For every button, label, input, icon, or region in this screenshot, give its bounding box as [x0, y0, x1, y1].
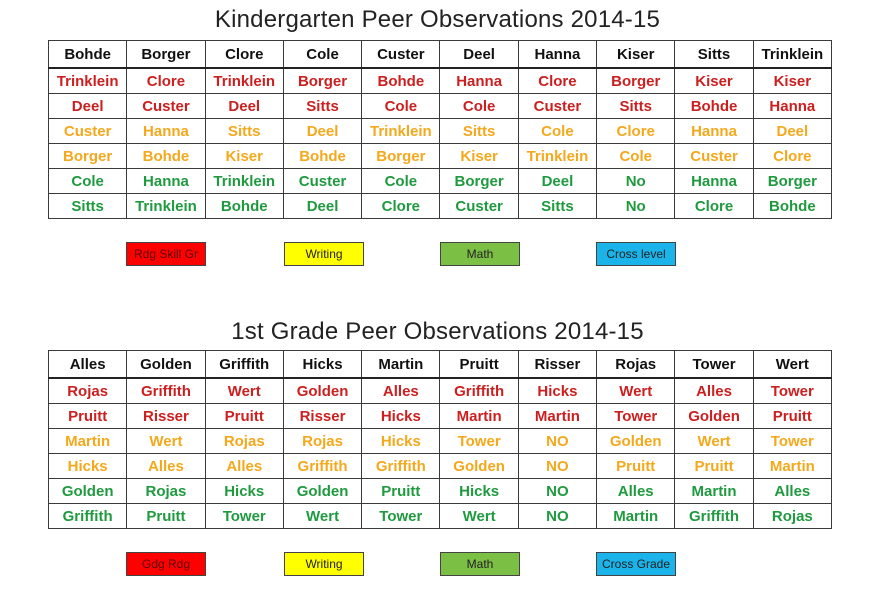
column-header: Trinklein: [753, 41, 831, 69]
table-cell: Cole: [440, 94, 518, 119]
table-cell: Wert: [283, 504, 361, 529]
table-cell: Sitts: [205, 119, 283, 144]
column-header: Tower: [675, 351, 753, 379]
legend-cross-level: Cross level: [596, 242, 676, 266]
table-cell: Hanna: [753, 94, 831, 119]
table-cell: Sitts: [597, 94, 675, 119]
table-cell: Griffith: [283, 454, 361, 479]
table-cell: Bohde: [127, 144, 205, 169]
table-cell: Trinklein: [205, 68, 283, 94]
table-cell: Deel: [753, 119, 831, 144]
table-cell: Golden: [49, 479, 127, 504]
table-cell: Rojas: [127, 479, 205, 504]
table-row: [49, 378, 832, 404]
column-header: Rojas: [597, 351, 675, 379]
table-cell: Custer: [127, 94, 205, 119]
kindergarten-table: [48, 40, 832, 219]
legend-writing: Writing: [284, 552, 364, 576]
table-cell: Cole: [362, 94, 440, 119]
table-cell: Cole: [597, 144, 675, 169]
table-cell: Clore: [675, 194, 753, 219]
column-header: Kiser: [597, 41, 675, 69]
table-cell: Rojas: [753, 504, 831, 529]
header-row: [49, 351, 832, 379]
table-cell: Bohde: [205, 194, 283, 219]
column-header: Golden: [127, 351, 205, 379]
table-cell: Deel: [518, 169, 596, 194]
table-cell: Golden: [283, 378, 361, 404]
table-cell: Alles: [597, 479, 675, 504]
table-row: [49, 454, 832, 479]
table-cell: Bohde: [362, 68, 440, 94]
table-cell: Custer: [440, 194, 518, 219]
table-cell: Hanna: [675, 169, 753, 194]
table-cell: Pruitt: [597, 454, 675, 479]
table-cell: Deel: [205, 94, 283, 119]
table-row: [49, 68, 832, 94]
table-cell: Hicks: [205, 479, 283, 504]
table-row: [49, 119, 832, 144]
table-cell: Sitts: [440, 119, 518, 144]
table-cell: NO: [518, 479, 596, 504]
table-cell: Hicks: [362, 404, 440, 429]
table-cell: Wert: [440, 504, 518, 529]
legend-guided-reading: Gdg Rdg: [126, 552, 206, 576]
table-cell: Martin: [49, 429, 127, 454]
table-cell: Pruitt: [675, 454, 753, 479]
table-cell: Sitts: [283, 94, 361, 119]
table-cell: Martin: [518, 404, 596, 429]
table-cell: Wert: [675, 429, 753, 454]
kindergarten-title: Kindergarten Peer Observations 2014-15: [214, 6, 661, 33]
table-cell: Kiser: [753, 68, 831, 94]
column-header: Risser: [518, 351, 596, 379]
first-grade-title: 1st Grade Peer Observations 2014-15: [231, 318, 644, 345]
legend-cross-grade: Cross Grade: [596, 552, 676, 576]
table-cell: Bohde: [675, 94, 753, 119]
table-cell: Deel: [283, 119, 361, 144]
table-cell: Sitts: [49, 194, 127, 219]
legend-math: Math: [440, 552, 520, 576]
table-row: [49, 404, 832, 429]
table-cell: Pruitt: [127, 504, 205, 529]
table-cell: Cole: [49, 169, 127, 194]
table-cell: Rojas: [205, 429, 283, 454]
table-cell: Custer: [675, 144, 753, 169]
table-cell: Pruitt: [362, 479, 440, 504]
table-cell: Trinklein: [205, 169, 283, 194]
table-cell: Bohde: [753, 194, 831, 219]
column-header: Custer: [362, 41, 440, 69]
table-cell: Risser: [283, 404, 361, 429]
table-cell: NO: [518, 504, 596, 529]
column-header: Hanna: [518, 41, 596, 69]
table-cell: Bohde: [283, 144, 361, 169]
column-header: Clore: [205, 41, 283, 69]
table-cell: Wert: [205, 378, 283, 404]
table-row: [49, 169, 832, 194]
table-cell: Golden: [597, 429, 675, 454]
table-cell: Martin: [440, 404, 518, 429]
table-cell: Deel: [283, 194, 361, 219]
table-cell: Pruitt: [753, 404, 831, 429]
table-cell: Kiser: [440, 144, 518, 169]
table-cell: Clore: [753, 144, 831, 169]
column-header: Alles: [49, 351, 127, 379]
table-cell: Borger: [440, 169, 518, 194]
table-cell: Wert: [127, 429, 205, 454]
table-cell: Griffith: [362, 454, 440, 479]
table-cell: Clore: [127, 68, 205, 94]
column-header: Sitts: [675, 41, 753, 69]
table-row: [49, 194, 832, 219]
table-cell: Custer: [283, 169, 361, 194]
table-cell: Trinklein: [518, 144, 596, 169]
table-cell: Hanna: [127, 169, 205, 194]
table-cell: Trinklein: [49, 68, 127, 94]
table-cell: NO: [518, 454, 596, 479]
table-cell: Borger: [597, 68, 675, 94]
table-cell: Trinklein: [127, 194, 205, 219]
table-cell: Borger: [753, 169, 831, 194]
table-row: [49, 504, 832, 529]
table-cell: Rojas: [49, 378, 127, 404]
legend-writing: Writing: [284, 242, 364, 266]
table-cell: Cole: [362, 169, 440, 194]
column-header: Martin: [362, 351, 440, 379]
table-cell: Tower: [440, 429, 518, 454]
table-cell: Clore: [362, 194, 440, 219]
table-row: [49, 94, 832, 119]
table-cell: Pruitt: [205, 404, 283, 429]
column-header: Pruitt: [440, 351, 518, 379]
first-grade-table: [48, 350, 832, 529]
column-header: Hicks: [283, 351, 361, 379]
table-cell: Borger: [283, 68, 361, 94]
table-cell: Kiser: [205, 144, 283, 169]
table-cell: Tower: [753, 429, 831, 454]
legend-math: Math: [440, 242, 520, 266]
table-cell: Martin: [597, 504, 675, 529]
table-cell: Griffith: [675, 504, 753, 529]
table-cell: Hicks: [49, 454, 127, 479]
column-header: Griffith: [205, 351, 283, 379]
table-cell: Pruitt: [49, 404, 127, 429]
table-cell: Alles: [205, 454, 283, 479]
table-cell: Wert: [597, 378, 675, 404]
table-cell: Hicks: [440, 479, 518, 504]
table-cell: Martin: [675, 479, 753, 504]
table-cell: Tower: [205, 504, 283, 529]
table-cell: Hanna: [127, 119, 205, 144]
table-cell: Tower: [362, 504, 440, 529]
table-cell: No: [597, 194, 675, 219]
column-header: Wert: [753, 351, 831, 379]
table-cell: Hicks: [518, 378, 596, 404]
table-cell: Custer: [49, 119, 127, 144]
column-header: Borger: [127, 41, 205, 69]
table-cell: Griffith: [440, 378, 518, 404]
table-cell: Custer: [518, 94, 596, 119]
table-cell: Griffith: [127, 378, 205, 404]
table-cell: Hanna: [440, 68, 518, 94]
table-row: [49, 479, 832, 504]
column-header: Bohde: [49, 41, 127, 69]
table-cell: Hicks: [362, 429, 440, 454]
table-cell: Rojas: [283, 429, 361, 454]
table-cell: Alles: [362, 378, 440, 404]
table-cell: Griffith: [49, 504, 127, 529]
header-row: [49, 41, 832, 69]
table-cell: Clore: [518, 68, 596, 94]
table-cell: Kiser: [675, 68, 753, 94]
table-cell: Deel: [49, 94, 127, 119]
table-cell: Alles: [127, 454, 205, 479]
table-cell: Clore: [597, 119, 675, 144]
table-cell: Hanna: [675, 119, 753, 144]
column-header: Deel: [440, 41, 518, 69]
table-cell: Borger: [49, 144, 127, 169]
table-cell: Golden: [440, 454, 518, 479]
table-cell: Borger: [362, 144, 440, 169]
table-cell: Golden: [675, 404, 753, 429]
table-row: [49, 144, 832, 169]
table-cell: Tower: [597, 404, 675, 429]
table-cell: Tower: [753, 378, 831, 404]
table-cell: Sitts: [518, 194, 596, 219]
table-cell: Golden: [283, 479, 361, 504]
table-cell: Cole: [518, 119, 596, 144]
table-cell: Martin: [753, 454, 831, 479]
table-cell: Alles: [753, 479, 831, 504]
table-cell: Alles: [675, 378, 753, 404]
table-row: [49, 429, 832, 454]
legend-reading: Rdg Skill Gr: [126, 242, 206, 266]
table-cell: NO: [518, 429, 596, 454]
table-cell: Risser: [127, 404, 205, 429]
table-cell: No: [597, 169, 675, 194]
table-cell: Trinklein: [362, 119, 440, 144]
column-header: Cole: [283, 41, 361, 69]
